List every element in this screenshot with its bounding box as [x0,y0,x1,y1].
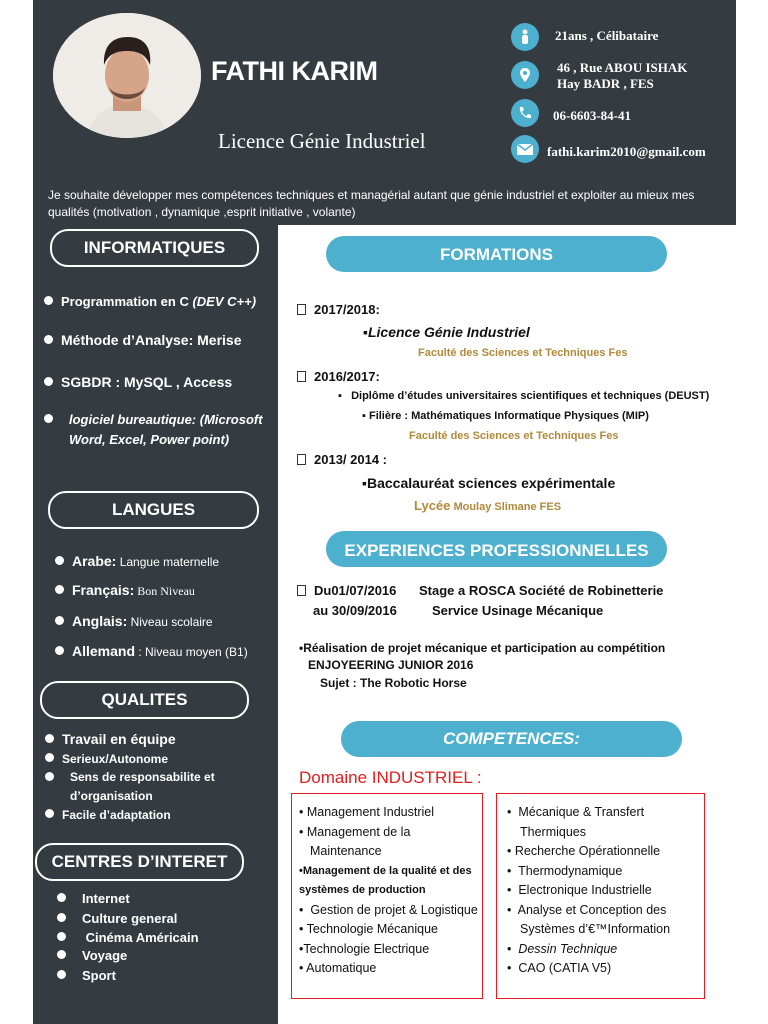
skill-item: Programmation en C (DEV C++) [44,292,274,312]
competence-item: • Gestion de projet & Logistique [299,902,478,917]
formation-degree: ▪Licence Génie Industriel [363,324,530,340]
experience-service: Service Usinage Mécanique [432,603,604,618]
mail-icon [511,135,539,163]
phone-number: 06-6603-84-41 [553,108,631,123]
checkbox-square-icon [297,304,306,315]
experience-project: •Réalisation de projet mécanique et participation au compétition [299,641,666,655]
competence-item: • Analyse et Conception des Systèmes d’€™Information [507,902,671,936]
language-item: Français: Bon Niveau [55,582,195,599]
experience-competition: ENJOYEERING JUNIOR 2016 [308,658,474,672]
competence-item: • Management Industriel [299,805,435,819]
checkbox-square-icon [297,454,306,465]
competence-item: •Technologie Electrique [299,941,430,956]
competence-item: • CAO (CATIA V5) [507,961,612,975]
formation-school: Faculté des Sciences et Techniques Fes [409,430,619,442]
bullet-icon [44,414,53,423]
language-item: Arabe: Langue maternelle [55,553,219,569]
bullet-icon [45,734,54,743]
candidate-degree: Licence Génie Industriel [218,129,426,153]
location-icon [511,61,539,89]
address-line2: Hay BADR , FES [557,76,654,91]
formation-school: Faculté des Sciences et Techniques Fes [418,347,628,359]
quality-item: Travail en équipe [45,730,176,749]
bullet-icon [44,377,53,386]
experience-date-start: Du01/07/2016 [297,583,396,598]
bullet-icon [57,932,66,941]
quality-item: Serieux/Autonome [45,750,168,769]
section-langues: LANGUES [48,491,259,529]
checkbox-square-icon [297,371,306,382]
formation-degree: ▪ Diplôme d’études universitaires scientifiques et techniques (DEUST) [338,390,710,402]
bullet-icon [57,970,66,979]
section-centres-interet: CENTRES D’INTERET [35,843,244,881]
bullet-icon [55,646,64,655]
person-icon [511,23,539,51]
phone-icon [511,99,539,127]
skill-item: logiciel bureautique: (Microsoft Word, Excel, Power point) [69,412,263,447]
formation-filiere: ▪ Filière : Mathématiques Informatique Physiques (MIP) [362,410,649,422]
interest-item: Cinéma Américain [57,930,199,945]
experience-date-end: au 30/09/2016 [313,603,397,618]
bullet-icon [57,950,66,959]
section-formations: FORMATIONS [326,236,667,272]
experience-subject: Sujet : The Robotic Horse [320,676,467,690]
age-status: 21ans , Célibataire [555,28,659,43]
bullet-icon [55,556,64,565]
checkbox-square-icon [297,585,306,596]
profile-photo [53,13,201,138]
address-line1: 46 , Rue ABOU ISHAK [557,60,688,75]
section-experiences: EXPERIENCES PROFESSIONNELLES [326,531,667,567]
interest-item: Sport [57,968,116,983]
interest-item: Culture general [57,911,177,926]
bullet-icon [57,913,66,922]
competences-left-box [291,793,483,999]
language-item: Anglais: Niveau scolaire [55,613,213,629]
bullet-icon [45,753,54,762]
competence-item: • Recherche Opérationnelle [507,844,661,858]
bullet-icon [55,616,64,625]
competence-item: • Management de la Maintenance [299,824,411,858]
section-qualites: QUALITES [40,681,249,719]
competences-right-box [496,793,705,999]
skill-item: Méthode d’Analyse: Merise [44,330,274,350]
candidate-name: FATHI KARIM [211,56,378,86]
interest-item: Internet [57,891,130,906]
quality-item: Facile d’adaptation [45,806,171,825]
bullet-icon [44,335,53,344]
section-informatiques: INFORMATIQUES [50,229,259,267]
bullet-icon [45,809,54,818]
competence-item: • Thermodynamique [507,863,623,878]
career-objective: Je souhaite développer mes compétences techniques et managérial autant que génie industriel et exploiter au mieux mes qualités (motivation , dynamique ,esprit initiative , volante) [48,188,695,219]
competence-item: •Management de la qualité et des systèmes de production [299,864,472,896]
bullet-icon [57,893,66,902]
email-address: fathi.karim2010@gmail.com [547,144,706,159]
interest-item: Voyage [57,948,127,963]
competence-item: • Mécanique & Transfert Thermiques [507,805,645,839]
formation-degree: ▪Baccalauréat sciences expérimentale [362,475,616,491]
bullet-icon [55,585,64,594]
formation-school: Lycée Moulay Slimane FES [414,498,562,513]
competence-item: • Technologie Mécanique [299,922,438,936]
bullet-icon [45,772,54,781]
formation-year: 2016/2017: [297,369,380,384]
competence-item: • Dessin Technique [507,941,618,956]
skill-item: SGBDR : MySQL , Access [44,372,274,392]
experience-role: Stage a ROSCA Société de Robinetterie [419,583,664,598]
bullet-icon [44,296,53,305]
quality-item: Sens de responsabilite et d’organisation [70,770,215,803]
competence-domain: Domaine INDUSTRIEL : [299,768,482,787]
formation-year: 2013/ 2014 : [297,452,387,467]
competence-item: • Electronique Industrielle [507,883,652,897]
language-item: Allemand : Niveau moyen (B1) [55,643,248,659]
section-competences: COMPETENCES: [341,721,682,757]
formation-year: 2017/2018: [297,302,380,317]
competence-item: • Automatique [299,961,377,975]
